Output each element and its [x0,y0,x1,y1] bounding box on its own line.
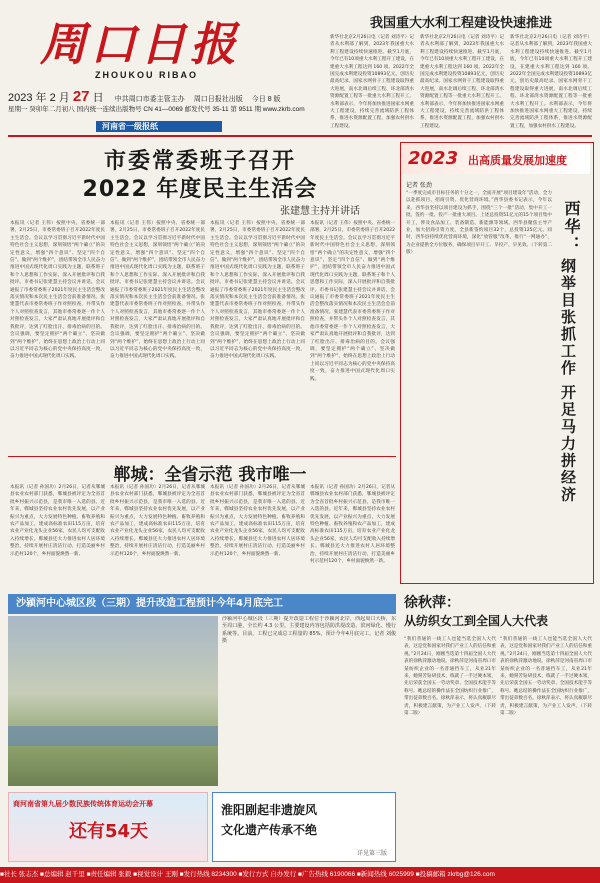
date-suffix: 日 [92,92,104,104]
river-water [8,726,218,746]
dancheng-divider [8,456,396,457]
lead-col-2: 本报讯（记者 王伟）按照中央、省委统一部署，2月25日，市委常委班子召开2022年度民主生活会。会议以学习贯彻习近平新时代中国特色社会主义思想，深刻领悟“两个确立”的决定性意义，增强“四个意识”、坚定“四个自信”、做到“两个维护”，团结带领全市人民奋力推进中国式现代化周口实践为主题，联系班子和个人思想和工作实际，深入开展批评和自我批评。市委书记张建慧主持会议并讲话。会议通报了市委常委班子2021年度民主生活会整改落实情况和本次民主生活会会前准备情况。张建慧代表市委常委班子作对照检查，并带头作个人对照检查发言，其他市委常委逐一作个人对照检查发言，大家严肃认真地开展批评和自我批评，达到了红脸出汗、排毒治病的目的。会议强调，要坚定拥护“两个确立”、坚决做到“两个维护”，始终在思想上政治上行动上同以习近平同志为核心的党中央保持高度一致，奋力推进中国式现代化周口实践。 [110,221,205,360]
masthead-pinyin: ZHOUKOU RIBAO [95,70,198,80]
culture-box [212,792,396,862]
right-rail-col-header: 记者 张劲 [406,182,432,189]
issue-line: 星期一 癸卯年二月初八 国内统一连续出版物号 CN 41—0069 邮发代号 35-11 第 9511 期 www.zkrb.com [8,106,305,113]
top-story-col-1: 新华社北京2月26日电（记者 刘诗平）记者从水利部了解到，2023年我国重大水利工程建设持续快速推进。截至1月底，今年已有10项重大水利工程开工建设，在建重大水利工程达到 160 项。2022年全国完成水利建设投资10893亿元，创历史最高纪录。国家水网骨干工程建设取得重大进展，南水北调后续工程、环北部湾水资源配置工程等一批重大水利工程开工。水利部表示，今年将加快推进国家水网重大工程建设，持续完善流域防洪工程体系，推进水资源配置工程，加强农村供水工程建设。 [330,35,414,129]
pages-today: 今日 8 版 [251,96,281,103]
culture-note: 详见第三版 [356,850,387,857]
lead-col-4: 本报讯（记者 王伟）按照中央、省委统一部署，2月25日，市委常委班子召开2022年度民主生活会。会议以学习贯彻习近平新时代中国特色社会主义思想，深刻领悟“两个确立”的决定性意义，增强“四个意识”、坚定“四个自信”、做到“两个维护”，团结带领全市人民奋力推进中国式现代化周口实践为主题，联系班子和个人思想和工作实际，深入开展批评和自我批评。市委书记张建慧主持会议并讲话。会议通报了市委常委班子2021年度民主生活会整改落实情况和本次民主生活会会前准备情况。张建慧代表市委常委班子作对照检查，并带头作个人对照检查发言，其他市委常委逐一作个人对照检查发言，大家严肃认真地开展批评和自我批评，达到了红脸出汗、排毒治病的目的。会议强调，要坚定拥护“两个确立”、坚决做到“两个维护”，始终在思想上政治上行动上同以习近平同志为核心的党中央保持高度一致，奋力推进中国式现代化周口实践。 [310,221,395,382]
right-rail-banner [402,144,590,174]
dancheng-col-4: 本报讯（记者 孙国功）2月26日，记者从郸城县农业农村部门获悉，郸城县被评定为全省首批乡村振兴示范县，是我市唯一入选的县。近年来，郸城县坚持农业农村优先发展，以产业振兴为重点，大力发展特色种植、畜牧养殖和农产品加工，建成高标准农田115万亩，培育农业产业化龙头企业56家，农民人均可支配收入持续增长。郸城县还大力推进农村人居环境整治，持续开展村庄清洁行动，打造美丽乡村示范村120个，乡村面貌焕然一新。 [310,485,395,565]
sports-ad-countdown: 还有54天 [69,821,149,842]
top-story-col-3: 新华社北京2月26日电（记者 刘诗平）记者从水利部了解到，2023年我国重大水利工程建设持续快速推进。截至1月底，今年已有10项重大水利工程开工建设，在建重大水利工程达到 160 项。2022年全国完成水利建设投资10893亿元，创历史最高纪录。国家水网骨干工程建设取得重大进展，南水北调后续工程、环北部湾水资源配置工程等一批重大水利工程开工。水利部表示，今年将加快推进国家水网重大工程建设，持续完善流域防洪工程体系，推进水资源配置工程，加强农村供水工程建设。 [510,35,592,129]
dancheng-headline: 郸城：全省示范 我市唯一 [113,465,307,485]
xu-headline-2: 从纺织女工到全国人大代表 [404,614,549,628]
river-photo [8,616,218,786]
right-rail-title-2: 纲举目张抓工作 开足马力拼经济 [559,258,577,504]
xu-col-1: “我们普通的一线工人也能当选全国人大代表，这是党和国家对我们产业工人的信任和重视。”2月24日，刚刚当选第十四届全国人大代表的徐秋萍激动地说。徐秋萍是河南省周口市某纺织企业的一名普通挡车工，从业21年来，她刻苦钻研技术，练就了一手过硬本领，先后荣获全国五一劳动奖章、全国技术能手等称号。她总结的操作法在全国纺织行业推广，带出徒弟数百名。徐秋萍表示，将认真履职尽责，积极建言献策，为产业工人发声。（下转第二版） [404,637,496,717]
xu-col-2: “我们普通的一线工人也能当选全国人大代表，这是党和国家对我们产业工人的信任和重视。”2月24日，刚刚当选第十四届全国人大代表的徐秋萍激动地说。徐秋萍是河南省周口市某纺织企业的一名普通挡车工，从业21年来，她刻苦钻研技术，练就了一手过硬本领，先后荣获全国五一劳动奖章、全国技术能手等称号。她总结的操作法在全国纺织行业推广，带出徒弟数百名。徐秋萍表示，将认真履职尽责，积极建言献策，为产业工人发声。（下转第二版） [500,637,592,717]
dancheng-col-2: 本报讯（记者 孙国功）2月26日，记者从郸城县农业农村部门获悉，郸城县被评定为全省首批乡村振兴示范县，是我市唯一入选的县。近年来，郸城县坚持农业农村优先发展，以产业振兴为重点，大力发展特色种植、畜牧养殖和农产品加工，建成高标准农田115万亩，培育农业产业化龙头企业56家，农民人均可支配收入持续增长。郸城县还大力推进农村人居环境整治，持续开展村庄清洁行动，打造美丽乡村示范村120个，乡村面貌焕然一新。 [110,485,205,557]
lead-headline-2: 2022 年度民主生活会 [82,177,318,202]
culture-headline-2: 文化遗产传承不绝 [221,823,318,837]
photo-story-banner: 沙颍河中心城区段（三期）提升改造工程预计今年4月底完工 [8,594,396,614]
footer-bar: ■社长 张志杰 ■总编辑 赵千里 ■责任编辑 张毅 ■视觉设计 王刚 ■发行热线 8234300 ■发行方式 自办发行 ■广告热线 6190066 ■新闻热线 6025999 ■投稿邮箱 zkrbg@126.com [0,867,600,883]
banner-year: 2023 [408,148,459,169]
lead-headline-1: 市委常委班子召开 [103,149,296,174]
date-day: 27 [72,88,90,105]
right-rail-body: “一季度完成市目标任务的十分之一，全面开展“项目建设年”活动，全力以赴抓项目、招商引资、优化营商环境。”西华县委书记表示，今年以来，西华县坚持以项目建设为抓手，围绕“三个一批”活动，集中开工一批、签约一批、投产一批重大项目。上述总投资51亿元的15个项目集中开工，涉及食品加工、装备制造、新能源等领域。西华县聚焦主导产业，加大招商引资力度，全县新签约项目32个，总投资125亿元。同时，西华县持续优化营商环境，深化“放管服”改革，推行“一网通办”，为企业提供全方位服务，确保项目早开工、早投产、早见效。（下转第二版） [406,191,552,256]
sports-ad-title: 商河南省第九届少数民族传统体育运动会开幕 [13,800,153,808]
sports-ad [8,792,208,862]
dancheng-col-3: 本报讯（记者 孙国功）2月26日，记者从郸城县农业农村部门获悉，郸城县被评定为全省首批乡村振兴示范县，是我市唯一入选的县。近年来，郸城县坚持农业农村优先发展，以产业振兴为重点，大力发展特色种植、畜牧养殖和农产品加工，建成高标准农田115万亩，培育农业产业化龙头企业56家，农民人均可支配收入持续增长。郸城县还大力推进农村人居环境整治，持续开展村庄清洁行动，打造美丽乡村示范村120个，乡村面貌焕然一新。 [210,485,305,557]
xu-headline-1: 徐秋萍： [404,595,460,611]
issue-date [8,88,281,105]
masthead-logo: 周口日报 [40,17,240,71]
culture-headline-1: 淮阳剧起非遗旋风 [221,803,318,817]
lead-col-1: 本报讯（记者 王伟）按照中央、省委统一部署，2月25日，市委常委班子召开2022年度民主生活会。会议以学习贯彻习近平新时代中国特色社会主义思想，深刻领悟“两个确立”的决定性意义，增强“四个意识”、坚定“四个自信”、做到“两个维护”，团结带领全市人民奋力推进中国式现代化周口实践为主题，联系班子和个人思想和工作实际，深入开展批评和自我批评。市委书记张建慧主持会议并讲话。会议通报了市委常委班子2021年度民主生活会整改落实情况和本次民主生活会会前准备情况。张建慧代表市委常委班子作对照检查，并带头作个人对照检查发言，其他市委常委逐一作个人对照检查发言，大家严肃认真地开展批评和自我批评，达到了红脸出汗、排毒治病的目的。会议强调，要坚定拥护“两个确立”、坚决做到“两个维护”，始终在思想上政治上行动上同以习近平同志为核心的党中央保持高度一致，奋力推进中国式现代化周口实践。 [10,221,105,360]
right-rail-title-1: 西华： [562,200,581,254]
dancheng-col-1: 本报讯（记者 孙国功）2月26日，记者从郸城县农业农村部门获悉，郸城县被评定为全省首批乡村振兴示范县，是我市唯一入选的县。近年来，郸城县坚持农业农村优先发展，以产业振兴为重点，大力发展特色种植、畜牧养殖和农产品加工，建成高标准农田115万亩，培育农业产业化龙头企业56家，农民人均可支配收入持续增长。郸城县还大力推进农村人居环境整治，持续开展村庄清洁行动，打造美丽乡村示范村120个，乡村面貌焕然一新。 [10,485,105,557]
publisher-2: 周口日报社出版 [193,96,243,103]
date-prefix: 2023 年 2 月 [8,92,70,104]
lead-col-3: 本报讯（记者 王伟）按照中央、省委统一部署，2月25日，市委常委班子召开2022年度民主生活会。会议以学习贯彻习近平新时代中国特色社会主义思想，深刻领悟“两个确立”的决定性意义，增强“四个意识”、坚定“四个自信”、做到“两个维护”，团结带领全市人民奋力推进中国式现代化周口实践为主题，联系班子和个人思想和工作实际，深入开展批评和自我批评。市委书记张建慧主持会议并讲话。会议通报了市委常委班子2021年度民主生活会整改落实情况和本次民主生活会会前准备情况。张建慧代表市委常委班子作对照检查，并带头作个人对照检查发言，其他市委常委逐一作个人对照检查发言，大家严肃认真地开展批评和自我批评，达到了红脸出汗、排毒治病的目的。会议强调，要坚定拥护“两个确立”、坚决做到“两个维护”，始终在思想上政治上行动上同以习近平同志为核心的党中央保持高度一致，奋力推进中国式现代化周口实践。 [210,221,305,360]
banner-text: 出高质量发展加速度 [468,154,567,167]
paper-tag: 河南省一级报纸 [96,121,222,132]
top-headline: 我国重大水利工程建设快速推进 [369,16,552,31]
photo-caption: 沙颍河中心城区段（三期）提升改造工程位于沙颍河北岸，西起周口大桥，东至周口港，全长约 4.3 公里，主要建设内容包括防洪堤改造、滨河绿化、慢行系统等。目前，工程已完成总工程量的 85%，预计今年4月底完工。记者 刘俊 摄 [222,616,396,645]
lead-byline: 张建慧主持并讲话 [280,206,360,217]
top-story-col-2: 新华社北京2月26日电（记者 刘诗平）记者从水利部了解到，2023年我国重大水利工程建设持续快速推进。截至1月底，今年已有10项重大水利工程开工建设，在建重大水利工程达到 160 项。2022年全国完成水利建设投资10893亿元，创历史最高纪录。国家水网骨干工程建设取得重大进展，南水北调后续工程、环北部湾水资源配置工程等一批重大水利工程开工。水利部表示，今年将加快推进国家水网重大工程建设，持续完善流域防洪工程体系，推进水资源配置工程，加强农村供水工程建设。 [420,35,504,129]
masthead-divider [8,135,592,137]
publisher: 中共周口市委主管主办 [114,96,185,103]
